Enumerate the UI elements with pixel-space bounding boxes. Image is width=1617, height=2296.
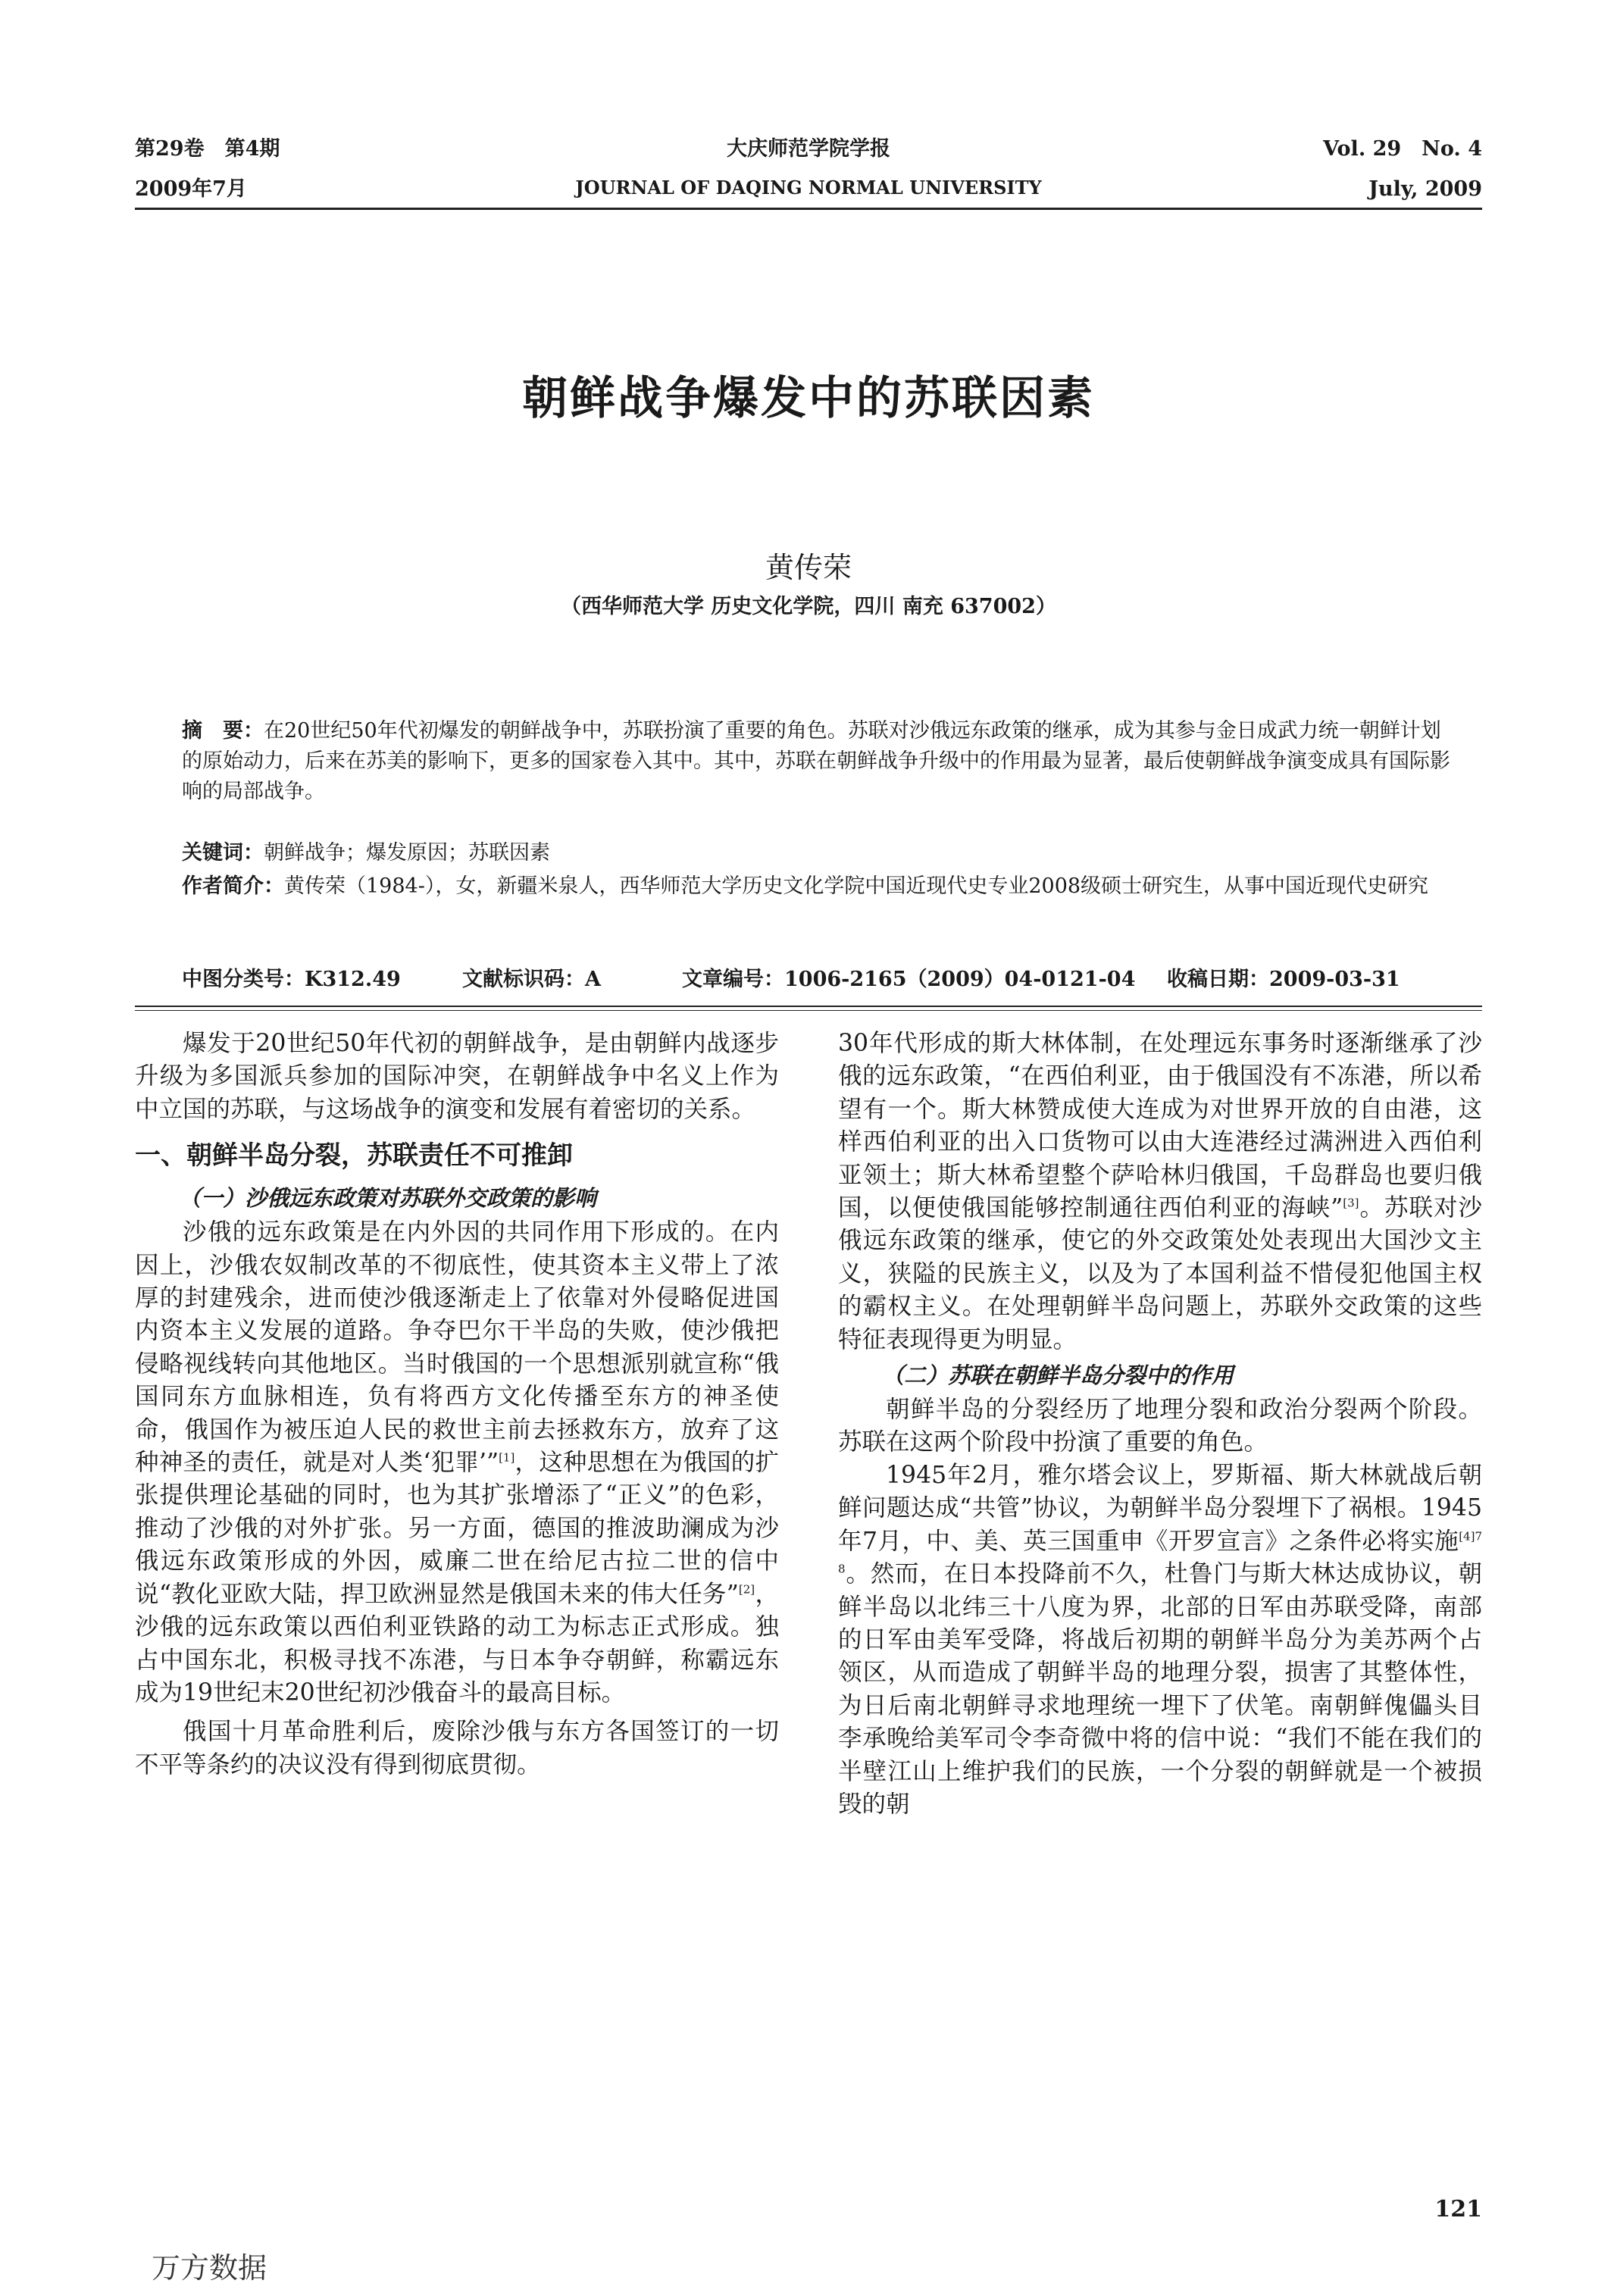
keywords — [182, 838, 1459, 868]
paragraph — [838, 1028, 1482, 1356]
paragraph-text: ，这种思想在为俄国的扩张提供理论基础的同时，也为其扩张增添了“正义”的色彩，推动了沙俄的对外扩张。另一方面，德国的推波助澜成为沙俄远东政策形成的外因，威廉二世在给尼古拉二世的信中说“教化亚欧大陆，捍卫欧洲显然是俄国未来的伟大任务” — [135, 1449, 779, 1608]
paragraph-text: 。然而，在日本投降前不久，杜鲁门与斯大林达成协议，朝鲜半岛以北纬三十八度为界，北部的日军由苏联受降，南部的日军由美军受降，将战后初期的朝鲜半岛分为美苏两个占领区，从而造成了朝鲜半岛的地理分裂，损害了其整体性，为日后南北朝鲜寻求地理统一埋下了伏笔。南朝鲜傀儡头目李承晚给美军司令李奇微中将的信中说：“我们不能在我们的半壁江山上维护我们的民族，一个分裂的朝鲜就是一个被损毁的朝 — [838, 1560, 1482, 1818]
received-date: 收稿日期：2009-03-31 — [1167, 968, 1400, 991]
paragraph-text: ，沙俄的远东政策以西伯利亚铁路的动工为标志正式形成。独占中国东北，积极寻找不冻港，与日本争夺朝鲜，称霸远东成为19世纪末20世纪初沙俄奋斗的最高目标。 — [135, 1580, 779, 1706]
paragraph: 朝鲜半岛的分裂经历了地理分裂和政治分裂两个阶段。苏联在这两个阶段中扮演了重要的角色。 — [838, 1396, 1482, 1456]
author-name: 黄传荣 — [765, 551, 852, 584]
citation: [2] — [738, 1582, 755, 1597]
article-title: 朝鲜战争爆发中的苏联因素 — [522, 372, 1095, 425]
abstract-text: 在20世纪50年代初爆发的朝鲜战争中，苏联扮演了重要的角色。苏联对沙俄远东政策的继承，成为其参与金日成武力统一朝鲜计划的原始动力，后来在苏美的影响下，更多的国家卷入其中。其中，苏联在朝鲜战争升级中的作用最为显著，最后使朝鲜战争演变成具有国际影响的局部战争。 — [182, 719, 1450, 803]
publication-date-cn: 2009年7月 — [135, 177, 247, 201]
body-column-left — [135, 1028, 779, 1781]
header-rule — [135, 208, 1482, 210]
author-affiliation: （西华师范大学 历史文化学院，四川 南充 637002） — [561, 595, 1056, 618]
citation: [4]78 — [838, 1529, 1482, 1576]
meta-rule-top — [135, 1006, 1482, 1007]
keywords-label: 关键词： — [182, 841, 264, 865]
section-heading: 一、朝鲜半岛分裂，苏联责任不可推卸 — [135, 1140, 573, 1171]
citation: [1] — [499, 1450, 515, 1465]
volume-issue: 第29卷 第4期 — [135, 137, 280, 161]
watermark: 万方数据 — [152, 2251, 267, 2285]
article-number: 文章编号：1006-2165（2009）04-0121-04 — [682, 968, 1136, 991]
paragraph: 爆发于20世纪50年代初的朝鲜战争，是由朝鲜内战逐步升级为多国派兵参加的国际冲突，在朝鲜战争中名义上作为中立国的苏联，与这场战争的演变和发展有着密切的关系。 — [135, 1030, 779, 1123]
paragraph: 俄国十月革命胜利后，废除沙俄与东方各国签订的一切不平等条约的决议没有得到彻底贯彻。 — [135, 1718, 779, 1778]
author-intro — [182, 871, 1459, 902]
clc-number: 中图分类号：K312.49 — [182, 968, 401, 991]
page-number: 121 — [1434, 2196, 1482, 2222]
subsection-heading: （二）苏联在朝鲜半岛分裂中的作用 — [882, 1362, 1234, 1389]
author-intro-text: 黄传荣（1984-），女，新疆米泉人，西华师范大学历史文化学院中国近现代史专业2008级硕士研究生，从事中国近现代史研究 — [284, 874, 1429, 898]
meta-rule-bottom — [135, 1010, 1482, 1011]
author-intro-label: 作者简介： — [182, 874, 284, 898]
paragraph-text: 。苏联对沙俄远东政策的继承，使它的外交政策处处表现出大国沙文主义，狭隘的民族主义，以及为了本国利益不惜侵犯他国主权的霸权主义。在处理朝鲜半岛问题上，苏联外交政策的这些特征表现得更为明显。 — [838, 1194, 1482, 1353]
journal-name-en: JOURNAL OF DAQING NORMAL UNIVERSITY — [575, 177, 1042, 199]
body-column-right — [838, 1028, 1482, 1821]
abstract — [182, 716, 1459, 807]
paragraph-text: 1945年2月，雅尔塔会议上，罗斯福、斯大林就战后朝鲜问题达成“共管”协议，为朝鲜半岛分裂埋下了祸根。1945年7月，中、美、英三国重申《开罗宣言》之条件必将实施 — [838, 1461, 1482, 1555]
subsection-heading: （一）沙俄远东政策对苏联外交政策的影响 — [179, 1185, 597, 1212]
paragraph — [135, 1216, 779, 1709]
abstract-label: 摘 要： — [182, 719, 264, 743]
paragraph-text: 30年代形成的斯大林体制，在处理远东事务时逐渐继承了沙俄的远东政策，“在西伯利亚，由于俄国没有不冻港，所以希望有一个。斯大林赞成使大连成为对世界开放的自由港，这样西伯利亚的出入口货物可以由大连港经过满洲进入西伯利亚领土；斯大林希望整个萨哈林归俄国，千岛群岛也要归俄国，以便使俄国能够控制通往西伯利亚的海峡” — [838, 1030, 1482, 1222]
document-code: 文献标识码：A — [462, 968, 601, 991]
citation: [3] — [1343, 1196, 1359, 1210]
paragraph-text: 沙俄的远东政策是在内外因的共同作用下形成的。在内因上，沙俄农奴制改革的不彻底性，使其资本主义带上了浓厚的封建残余，进而使沙俄逐渐走上了依靠对外侵略促进国内资本主义发展的道路。争夺巴尔干半岛的失败，使沙俄把侵略视线转向其他地区。当时俄国的一个思想派别就宣称“俄国同东方血脉相连，负有将西方文化传播至东方的神圣使命，俄国作为被压迫人民的救世主前去拯救东方，放弃了这种神圣的责任，就是对人类‘犯罪’” — [135, 1218, 779, 1477]
volume-en: Vol. 29 No. 4 — [1323, 137, 1482, 161]
paragraph — [838, 1459, 1482, 1821]
publication-date-en: July, 2009 — [1368, 177, 1482, 201]
journal-name-cn: 大庆师范学院学报 — [727, 137, 890, 161]
keywords-text: 朝鲜战争；爆发原因；苏联因素 — [264, 841, 550, 865]
